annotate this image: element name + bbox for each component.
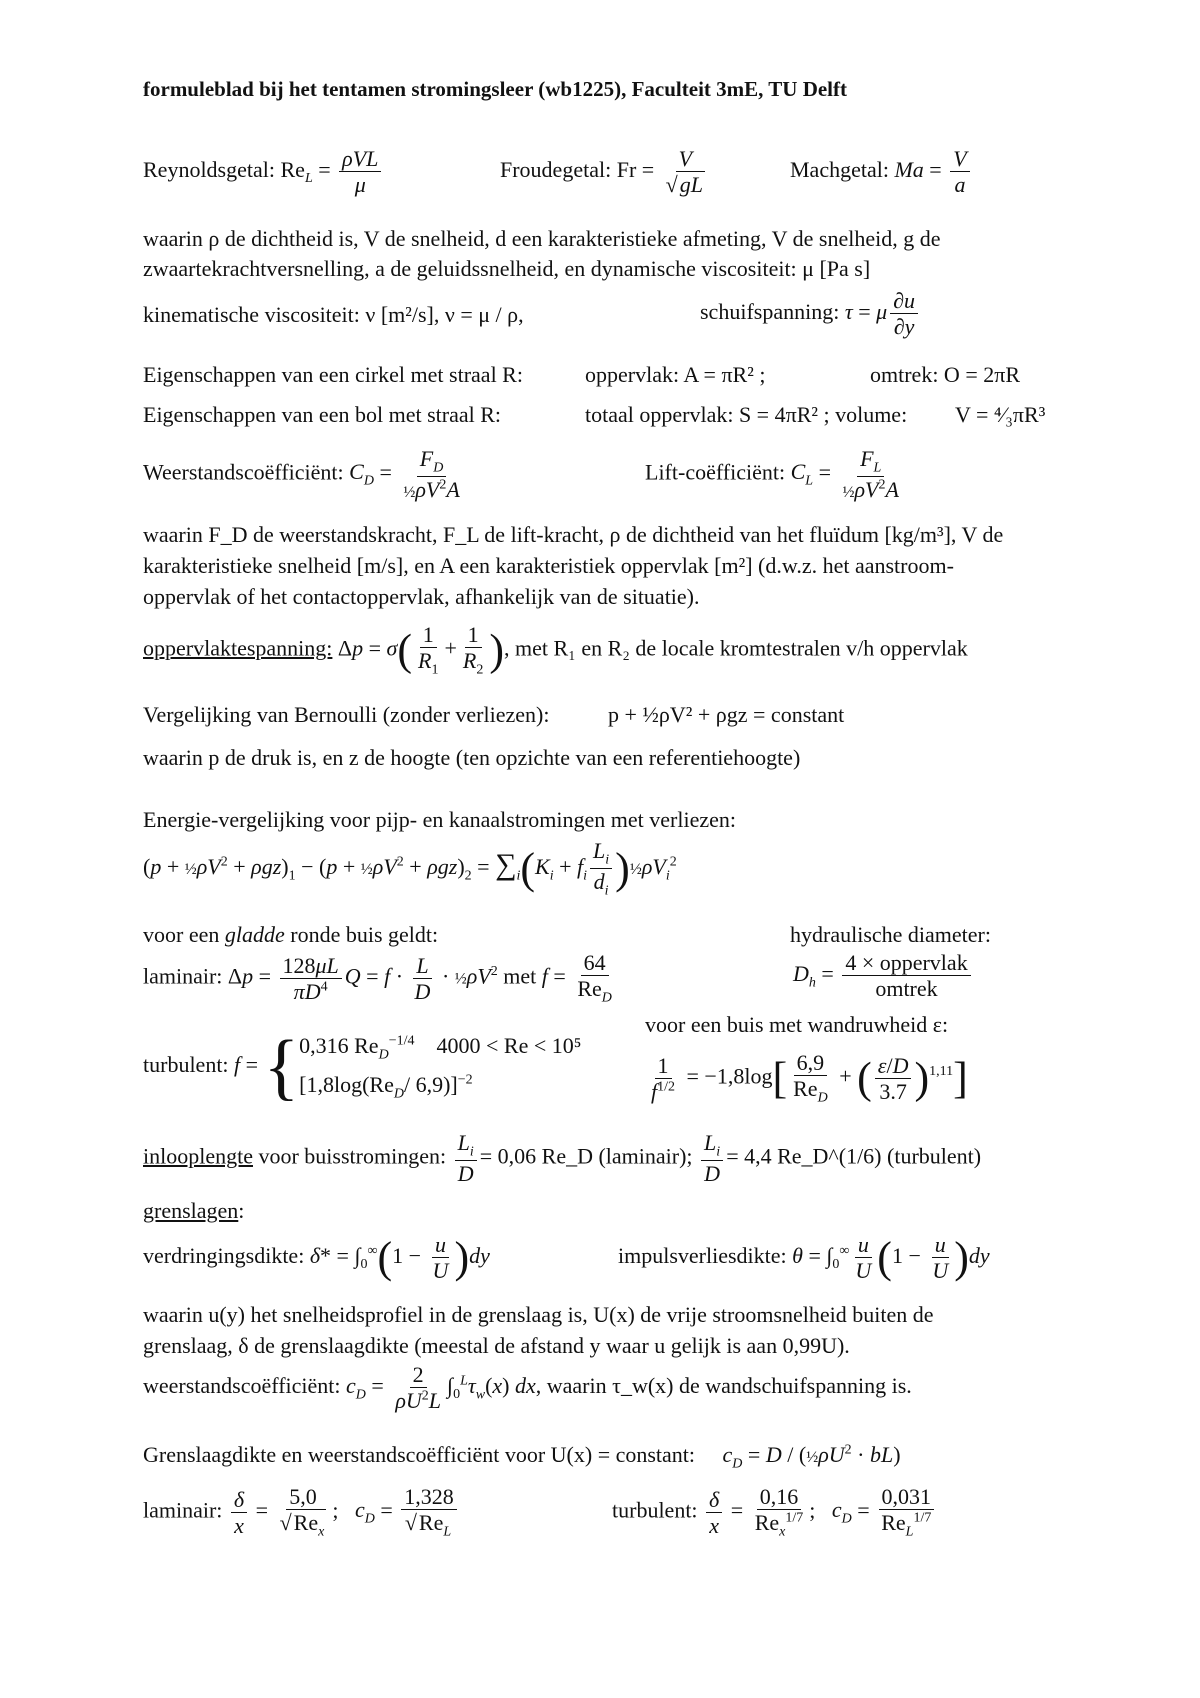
entrance-laminar: = 0,06 Re_D (laminair); (479, 1143, 693, 1169)
mach-label: Machgetal: (790, 156, 889, 182)
page-title: formuleblad bij het tentamen stromingsleer (wb1225), Faculteit 3mE, TU Delft (143, 77, 848, 101)
circle-area: oppervlak: A = πR² ; (585, 362, 766, 387)
boundary-drag-label: weerstandscoëfficiënt: (143, 1372, 341, 1398)
displacement-label: verdringingsdikte: (143, 1242, 305, 1268)
laminar-label: laminair: (143, 963, 223, 989)
drag-coefficient-formula: Weerstandscoëfficiënt: $C_D$ = $\frac{F_D}{\frac{1}{2}\rho V^2A}$ (143, 446, 460, 503)
hydraulic-denominator: omtrek (875, 976, 938, 1002)
entrance-text: voor buisstromingen: (258, 1143, 447, 1169)
colebrook-formula: $\frac{1}{f^{1/2}}$ = −1,8log[ $\frac{6,9}{Re_D}$ + ( $\frac{\varepsilon/D}{3.7}$ )$^{1,11}$] (651, 1050, 968, 1106)
surface-tension-trailer: , met R₁ en R₂ de locale kromtestralen v/h oppervlak (503, 635, 968, 661)
coefficients-definition-line1: waarin F_D de weerstandskracht, F_L de lift-kracht, ρ de dichtheid van het fluïdum [kg/m³], V de (143, 522, 1004, 547)
turbulent-pipe-formula: turbulent: f = { 0,316 $Re_D^{-1/4}$ 4000 < Re < 10⁵ [$1,8\log(Re_D/$ 6,9)]$^{-2}$ (143, 1025, 582, 1108)
circle-label: Eigenschappen van een cirkel met straal R: (143, 362, 523, 387)
surface-tension-label: oppervlaktespanning: (143, 635, 333, 661)
boundary-drag-trailer: , waarin τ_w(x) de wandschuifspanning is. (535, 1372, 912, 1398)
boundary-turbulent-label: turbulent: (612, 1497, 698, 1523)
mach-formula: Machgetal: Ma = $\frac{V}{a}$ (790, 146, 973, 198)
constant-u-label: Grenslaagdikte en weerstandscoëfficiënt voor U(x) = constant: (143, 1442, 696, 1467)
lift-coefficient-formula: Lift-coëfficiënt: $C_L$ = $\frac{F_L}{\frac{1}{2}\rho V^2A}$ (645, 446, 899, 503)
boundary-definition-line2: grenslaag, δ de grenslaagdikte (meestal de afstand y waar u gelijk is aan 0,99U). (143, 1333, 850, 1358)
rough-pipe-label: voor een buis met wandruwheid ε: (645, 1012, 949, 1037)
reynolds-formula: Reynoldsgetal: $Re_L$ = $\frac{\text{ρVL}}{\mu}$ (143, 146, 384, 198)
numbers-definition-line2: zwaartekrachtversnelling, a de geluidssnelheid, en dynamische viscositeit: μ [Pa s] (143, 256, 871, 281)
constant-u-formula: Grenslaagdikte en weerstandscoëfficiënt voor U(x) = constant: $c_D = D$ / $(\frac{1}{2}\rho U^2 \cdot bL)$ (143, 1442, 901, 1472)
froude-label: Froudegetal: (500, 156, 612, 182)
boundary-laminar-label: laminair: (143, 1497, 223, 1523)
sphere-area: totaal oppervlak: S = 4πR² ; volume: (585, 402, 908, 427)
shear-stress-formula: schuifspanning: τ = μ $\frac{\partial u}{\partial y}$ (700, 288, 921, 340)
bernoulli-label: Vergelijking van Bernoulli (zonder verliezen): (143, 702, 550, 727)
momentum-thickness-formula: impulsverliesdikte: $\theta = \int_0^\infty$ $\frac{u}{U}$ (1 − $\frac{u}{U}$ )dy (618, 1232, 990, 1284)
shear-label: schuifspanning: (700, 298, 840, 324)
bernoulli-equation: p + ½ρV² + ρgz = constant (608, 702, 845, 727)
surface-tension-formula: oppervlaktespanning: Δp = σ( $\frac{1}{R_1}$ + $\frac{1}{R_2}$ ), met R₁ en R₂ de locale kromtestralen v/h oppervlak (143, 622, 968, 678)
hydraulic-numerator: 4 × oppervlak (842, 950, 970, 976)
drag-label: Weerstandscoëfficiënt: (143, 459, 344, 485)
reynolds-label: Reynoldsgetal: (143, 156, 275, 182)
boundary-drag-formula: weerstandscoëfficiënt: $c_D$ = $\frac{2}{\rho U^2L}$ $\int_0^L\tau_w(x)$ dx, waarin τ_w(x) de wandschuifspanning is. (143, 1362, 912, 1414)
entrance-label: inlooplengte (143, 1143, 253, 1169)
energy-equation: $(p + \frac{1}{2}\rho V^2 + \rho gz)_1 - (p$ + $\frac{1}{2}\rho V^2 + \rho gz)_2 = \sum_i(K_i + f_i$ $\frac{L_i}{d_i}$ )$\frac{1}{2}\rho V_i^2$ (143, 838, 677, 899)
smooth-pipe-label: voor een gladde ronde buis geldt: (143, 922, 439, 947)
met-label: met (503, 963, 537, 989)
boundary-label: grenslagen (143, 1198, 239, 1223)
coefficients-definition-line3: oppervlak of het contactoppervlak, afhankelijk van de situatie). (143, 584, 700, 609)
boundary-layers-heading: grenslagen: (143, 1198, 245, 1223)
turbulent-boundary-formula: turbulent: $\frac{\delta}{x}$ = $\frac{0,16}{Re_x^{1/7}}$ ; $c_D$ = $\frac{0,031}{Re_L^{1/7}}$ (612, 1484, 937, 1541)
laminar-boundary-formula: laminair: $\frac{\delta}{x}$ = $\frac{5,0}{√Re_x}$ ; $c_D$ = $\frac{1,328}{√Re_L}$ (143, 1484, 460, 1541)
lift-label: Lift-coëfficiënt: (645, 459, 786, 485)
laminar-cd-value: 1,328 (401, 1484, 457, 1510)
turbulent-label: turbulent: (143, 1051, 229, 1077)
boundary-definition-line1: waarin u(y) het snelheidsprofiel in de grenslaag is, U(x) de vrije stroomsnelheid buiten de (143, 1302, 934, 1327)
laminar-pipe-formula: laminair: Δp = $\frac{128\mu L}{\pi D^4}$ Q = f · $\frac{L}{D}$ · $\frac{1}{2}\rho V^2$ met f = $\frac{64}{Re_D}$ (143, 950, 612, 1006)
entrance-length-formula: inlooplengte voor buisstromingen: $\frac{L_i}{D}$ = 0,06 Re_D (laminair); $\frac{L_i}{D}$ = 4,4 Re_D^(1/6) (turbulent) (143, 1130, 982, 1187)
laminar-delta-value: 5,0 (286, 1484, 320, 1510)
sphere-volume: V = ⁴⁄₃πR³ (955, 402, 1046, 427)
sphere-label: Eigenschappen van een bol met straal R: (143, 402, 501, 427)
turbulent-cd-value: 0,031 (879, 1484, 935, 1510)
coefficients-definition-line2: karakteristieke snelheid [m/s], en A een karakteristiek oppervlak [m²] (d.w.z. het aanstroom- (143, 553, 954, 578)
momentum-label: impulsverliesdikte: (618, 1242, 787, 1268)
turbulent-delta-value: 0,16 (757, 1484, 802, 1510)
hydraulic-diameter-formula: $D_h$ = $\frac{\text{4 × oppervlak}}{\text{omtrek}}$ (793, 950, 974, 1002)
reynolds-range: 4000 < Re < 10⁵ (436, 1033, 582, 1058)
kinematic-viscosity: kinematische viscositeit: ν [m²/s], ν = μ / ρ, (143, 302, 524, 327)
numbers-definition-line1: waarin ρ de dichtheid is, V de snelheid, d een karakteristieke afmeting, V de snelheid, g de (143, 226, 941, 251)
froude-formula: Froudegetal: Fr = $\frac{V}{√gL}$ (500, 146, 703, 198)
entrance-turbulent: = 4,4 Re_D^(1/6) (turbulent) (726, 1143, 982, 1169)
energy-label: Energie-vergelijking voor pijp- en kanaalstromingen met verliezen: (143, 807, 736, 832)
hydraulic-diameter-label: hydraulische diameter: (790, 922, 991, 947)
displacement-thickness-formula: verdringingsdikte: $\delta* = \int_0^\infty(1$ − $\frac{u}{U}$ )dy (143, 1232, 490, 1284)
circle-perimeter: omtrek: O = 2πR (870, 362, 1021, 387)
bernoulli-definition: waarin p de druk is, en z de hoogte (ten opzichte van een referentiehoogte) (143, 745, 801, 770)
